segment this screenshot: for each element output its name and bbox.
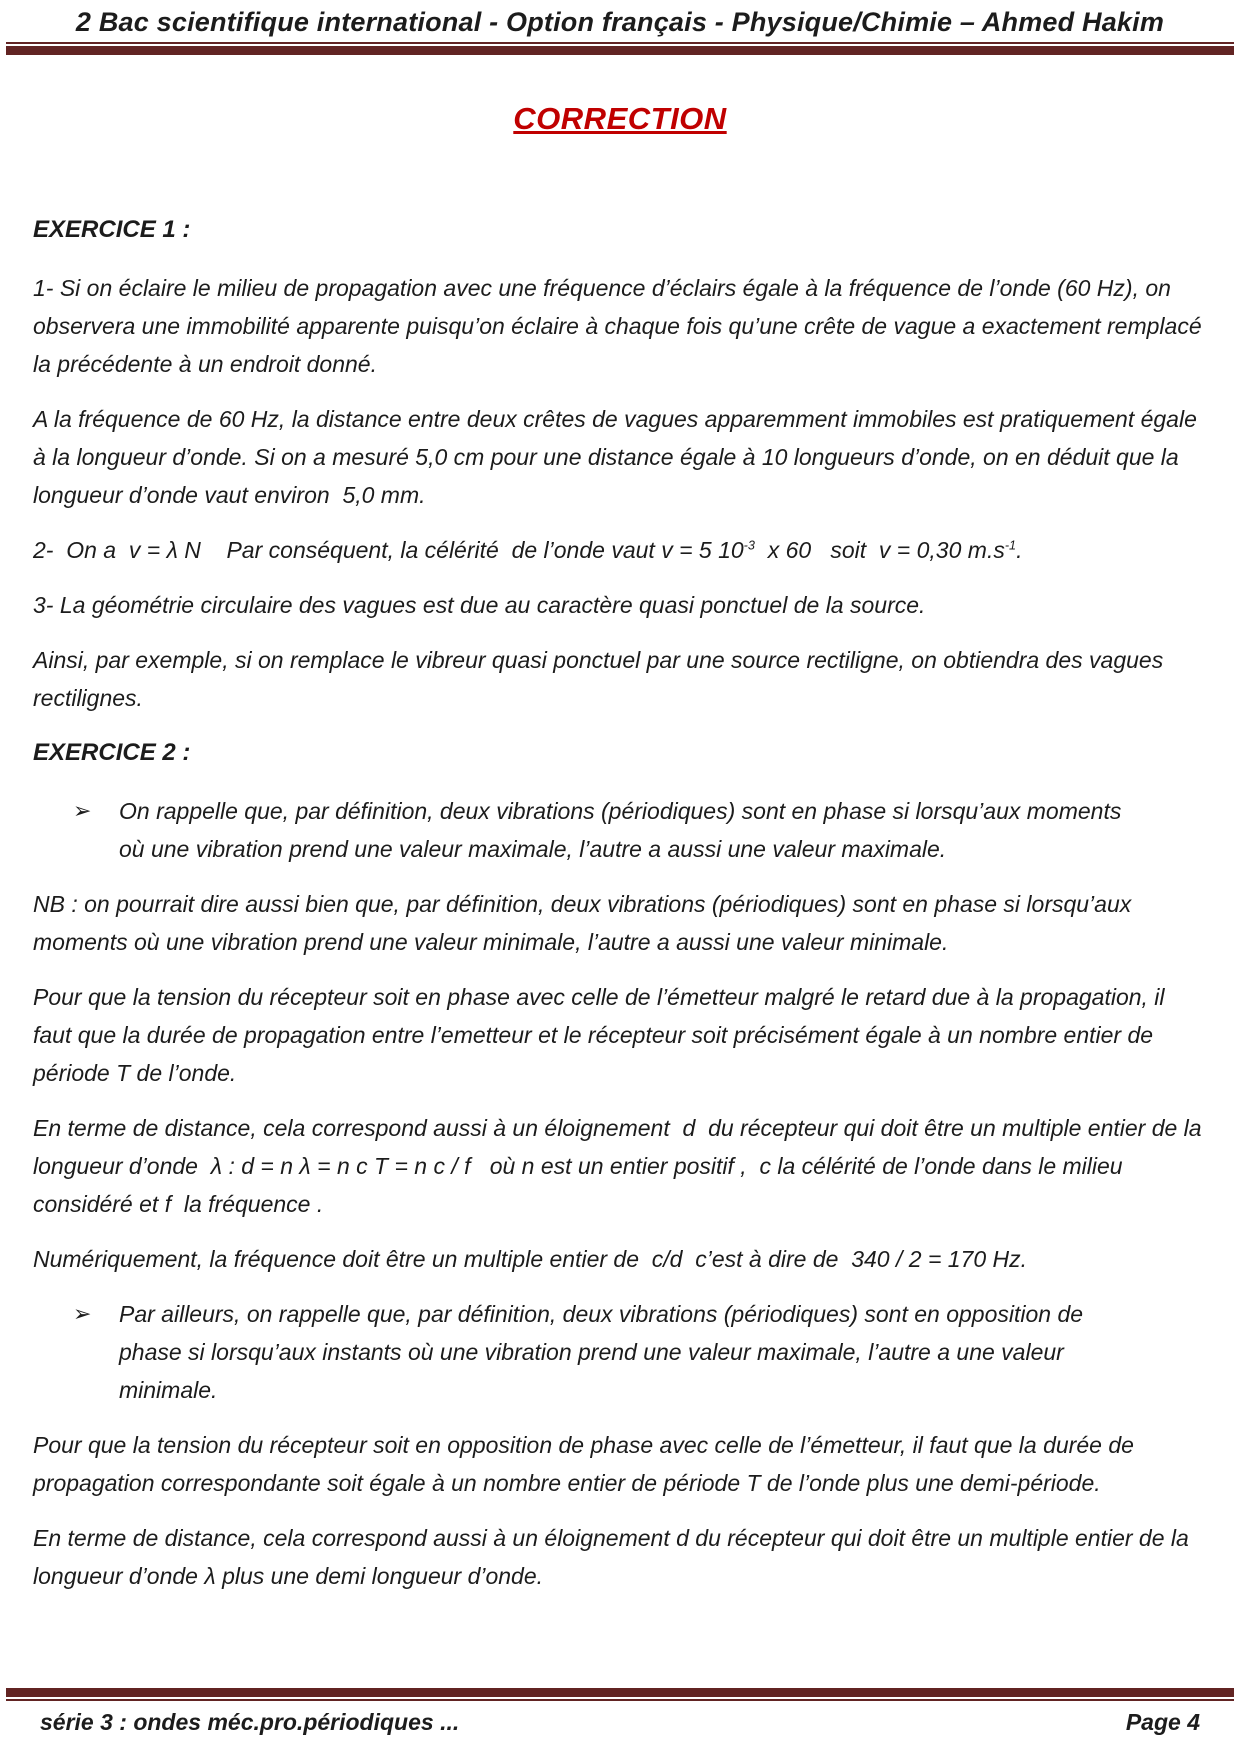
paragraph-ex2-opposition-condition: Pour que la tension du récepteur soit en opposition de phase avec celle de l’émetteur, il faut que la durée de propagation correspondante soit égale à un nombre entier de période T de l’onde plus une demi-période. xyxy=(33,1432,1141,1496)
page-header xyxy=(0,0,1240,55)
arrowhead-bullet-icon: ➢ xyxy=(73,798,92,823)
footer-divider xyxy=(6,1688,1234,1701)
paragraph-ex2-in-phase-condition: Pour que la tension du récepteur soit en phase avec celle de l’émetteur malgré le retard due à la propagation, il faut que la durée de propagation entre l’emetteur et le récepteur soit précisément égale à un nombre entier de période T de l’onde. xyxy=(33,984,1171,1086)
footer-divider-thick-line xyxy=(6,1688,1234,1697)
footer-series-label: série 3 : ondes méc.pro.périodiques ... xyxy=(40,1709,460,1735)
formula-exponent-minus1: -1 xyxy=(1004,538,1017,553)
formula-text-end: . xyxy=(1016,537,1023,563)
bullet-item-in-phase-definition xyxy=(33,792,1204,868)
paragraph-ex1-answer-2-formula xyxy=(33,531,1204,569)
paragraph-ex2-nb-note: NB : on pourrait dire aussi bien que, par définition, deux vibrations (périodiques) sont en phase si lorsqu’aux moments où une vibration prend une valeur minimale, l’autre a aussi une valeur minimale. xyxy=(33,891,1138,955)
header-title: 2 Bac scientifique international - Option français - Physique/Chimie – Ahmed Hakim xyxy=(75,7,1165,37)
paragraph-ex1-answer-3: 3- La géométrie circulaire des vagues est due au caractère quasi ponctuel de la source. xyxy=(33,592,926,618)
paragraph-ex1-answer-1: 1- Si on éclaire le milieu de propagation avec une fréquence d’éclairs égale à la fréquence de l’onde (60 Hz), on observera une immobilité apparente puisqu’on éclaire à chaque fois qu’une crête de vague a exactement remplacé la précédente à un endroit donné. xyxy=(33,275,1208,377)
page-footer xyxy=(0,1688,1240,1754)
arrowhead-bullet-icon: ➢ xyxy=(73,1301,92,1326)
document-body xyxy=(33,211,1208,1595)
header-divider xyxy=(6,42,1234,55)
paragraph-ex1-rectilinear-waves: Ainsi, par exemple, si on remplace le vibreur quasi ponctuel par une source rectiligne, on obtiendra des vagues rectilignes. xyxy=(33,647,1170,711)
paragraph-ex2-numerical-result: Numériquement, la fréquence doit être un multiple entier de c/d c’est à dire de 340 / 2 = 170 Hz. xyxy=(33,1246,1028,1272)
footer-page-number: Page 4 xyxy=(1125,1709,1200,1735)
paragraph-ex2-distance-condition: En terme de distance, cela correspond aussi à un éloignement d du récepteur qui doit être un multiple entier de la longueur d’onde λ : d = n λ = n c T = n c / f où n est un entier positif , c la célérité de l’onde dans le milieu considéré et f la fréquence . xyxy=(33,1115,1208,1217)
bullet-text: Par ailleurs, on rappelle que, par définition, deux vibrations (périodiques) sont en opposition de phase si lorsqu’aux instants où une vibration prend une valeur maximale, l’autre a une valeur minimale. xyxy=(119,1301,1090,1403)
formula-text-mid: x 60 soit v = 0,30 m.s xyxy=(754,537,1005,563)
footer-divider-thin-line xyxy=(6,1699,1234,1701)
formula-exponent-minus3: -3 xyxy=(743,538,755,553)
bullet-item-opposition-definition xyxy=(33,1295,1204,1409)
header-divider-thick-line xyxy=(6,46,1234,55)
bullet-text: On rappelle que, par définition, deux vibrations (périodiques) sont en phase si lorsqu’aux moments où une vibration prend une valeur maximale, l’autre a aussi une valeur maximale. xyxy=(119,798,1128,862)
section-heading-exercice-1: EXERCICE 1 : xyxy=(33,216,191,243)
page-title: CORRECTION xyxy=(513,101,727,136)
formula-text-pre: 2- On a v = λ N Par conséquent, la célérité de l’onde vaut v = 5 10 xyxy=(33,537,744,563)
section-heading-exercice-2: EXERCICE 2 : xyxy=(33,739,191,766)
footer-row xyxy=(40,1709,1200,1736)
paragraph-ex1-wavelength: A la fréquence de 60 Hz, la distance entre deux crêtes de vagues apparemment immobiles est pratiquement égale à la longueur d’onde. Si on a mesuré 5,0 cm pour une distance égale à 10 longueurs d’onde, on en déduit que la longueur d’onde vaut environ 5,0 mm. xyxy=(33,406,1204,508)
paragraph-ex2-opposition-distance: En terme de distance, cela correspond aussi à un éloignement d du récepteur qui doit être un multiple entier de la longueur d’onde λ plus une demi longueur d’onde. xyxy=(33,1525,1196,1589)
